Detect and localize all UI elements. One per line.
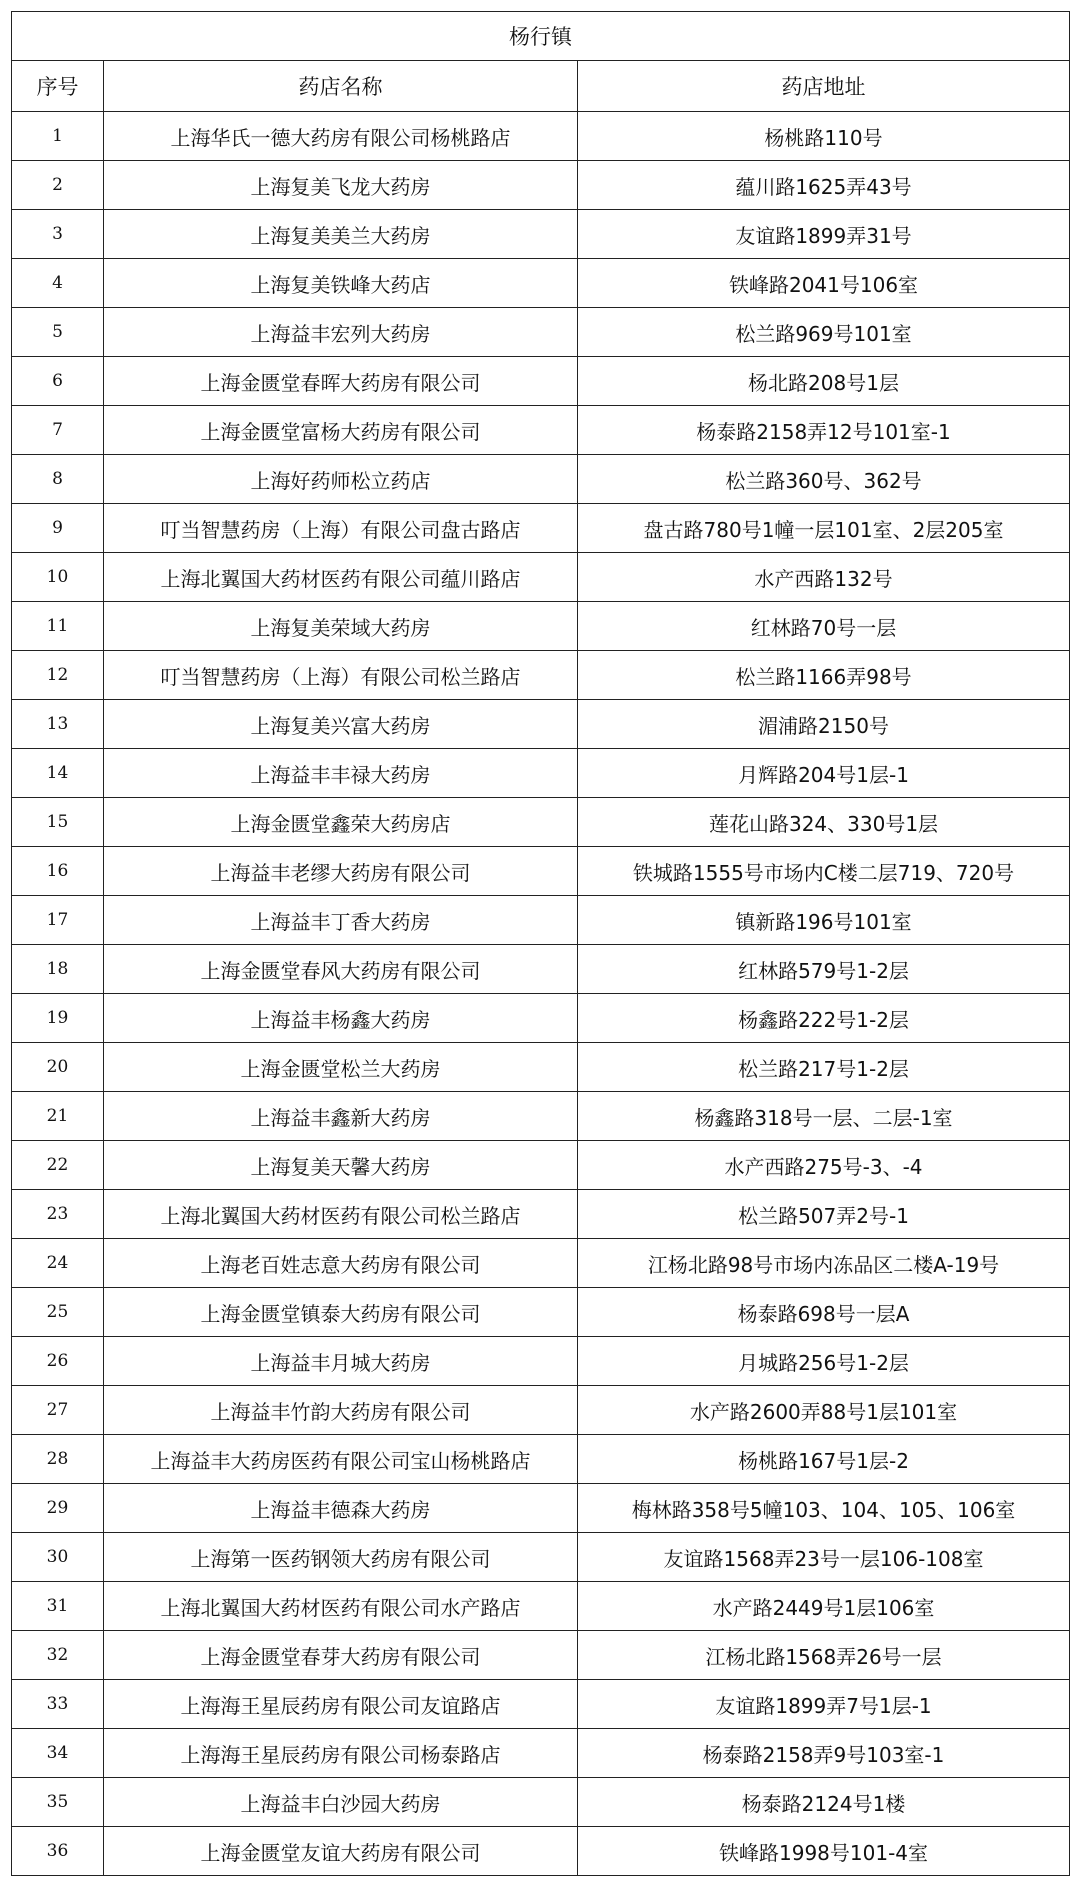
header-pharmacy-name: 药店名称	[104, 61, 578, 112]
pharmacy-address: 松兰路360号、362号	[578, 455, 1070, 504]
table-row	[12, 945, 1070, 994]
row-number: 31	[12, 1582, 104, 1631]
pharmacy-name: 上海益丰月城大药房	[104, 1337, 578, 1386]
table-title-row	[12, 12, 1070, 61]
pharmacy-name: 上海北翼国大药材医药有限公司水产路店	[104, 1582, 578, 1631]
pharmacy-name: 上海北翼国大药材医药有限公司松兰路店	[104, 1190, 578, 1239]
pharmacy-name: 上海第一医药钢领大药房有限公司	[104, 1533, 578, 1582]
pharmacy-address: 友谊路1899弄7号1层-1	[578, 1680, 1070, 1729]
pharmacy-address: 杨桃路110号	[578, 112, 1070, 161]
row-number: 33	[12, 1680, 104, 1729]
pharmacy-name: 上海金匮堂春芽大药房有限公司	[104, 1631, 578, 1680]
pharmacy-name: 上海海王星辰药房有限公司友谊路店	[104, 1680, 578, 1729]
row-number: 6	[12, 357, 104, 406]
table-row	[12, 1435, 1070, 1484]
pharmacy-address: 铁峰路2041号106室	[578, 259, 1070, 308]
table-title: 杨行镇	[12, 12, 1070, 61]
row-number: 28	[12, 1435, 104, 1484]
pharmacy-name: 上海海王星辰药房有限公司杨泰路店	[104, 1729, 578, 1778]
row-number: 3	[12, 210, 104, 259]
row-number: 35	[12, 1778, 104, 1827]
row-number: 30	[12, 1533, 104, 1582]
pharmacy-name: 上海金匮堂鑫荣大药房店	[104, 798, 578, 847]
row-number: 29	[12, 1484, 104, 1533]
table-row	[12, 553, 1070, 602]
row-number: 19	[12, 994, 104, 1043]
row-number: 12	[12, 651, 104, 700]
pharmacy-name: 上海金匮堂镇泰大药房有限公司	[104, 1288, 578, 1337]
table-row	[12, 1827, 1070, 1876]
table-row	[12, 1729, 1070, 1778]
pharmacy-name: 上海复美飞龙大药房	[104, 161, 578, 210]
pharmacy-name: 上海益丰丰禄大药房	[104, 749, 578, 798]
row-number: 1	[12, 112, 104, 161]
row-number: 20	[12, 1043, 104, 1092]
table-row	[12, 1092, 1070, 1141]
pharmacy-address: 松兰路217号1-2层	[578, 1043, 1070, 1092]
header-pharmacy-address: 药店地址	[578, 61, 1070, 112]
row-number: 11	[12, 602, 104, 651]
row-number: 25	[12, 1288, 104, 1337]
pharmacy-address: 杨泰路2158弄12号101室-1	[578, 406, 1070, 455]
pharmacy-address: 铁峰路1998号101-4室	[578, 1827, 1070, 1876]
pharmacy-address: 镇新路196号101室	[578, 896, 1070, 945]
pharmacy-name: 上海北翼国大药材医药有限公司蕴川路店	[104, 553, 578, 602]
pharmacy-name: 上海益丰杨鑫大药房	[104, 994, 578, 1043]
pharmacy-name: 上海金匮堂富杨大药房有限公司	[104, 406, 578, 455]
pharmacy-address: 杨北路208号1层	[578, 357, 1070, 406]
pharmacy-address: 蕴川路1625弄43号	[578, 161, 1070, 210]
row-number: 26	[12, 1337, 104, 1386]
table-row	[12, 1386, 1070, 1435]
table-row	[12, 1680, 1070, 1729]
pharmacy-address: 水产西路132号	[578, 553, 1070, 602]
table-row	[12, 1288, 1070, 1337]
table-row	[12, 1631, 1070, 1680]
pharmacy-name: 上海复美铁峰大药店	[104, 259, 578, 308]
table-row	[12, 1582, 1070, 1631]
row-number: 14	[12, 749, 104, 798]
pharmacy-name: 叮当智慧药房（上海）有限公司松兰路店	[104, 651, 578, 700]
row-number: 8	[12, 455, 104, 504]
pharmacy-table	[11, 11, 1070, 1876]
table-row	[12, 1239, 1070, 1288]
table-row	[12, 700, 1070, 749]
row-number: 23	[12, 1190, 104, 1239]
pharmacy-name: 上海复美荣域大药房	[104, 602, 578, 651]
pharmacy-address: 月辉路204号1层-1	[578, 749, 1070, 798]
table-row	[12, 504, 1070, 553]
table-row	[12, 1337, 1070, 1386]
table-row	[12, 357, 1070, 406]
pharmacy-name: 上海华氏一德大药房有限公司杨桃路店	[104, 112, 578, 161]
pharmacy-name: 上海复美兴富大药房	[104, 700, 578, 749]
table-row	[12, 847, 1070, 896]
pharmacy-name: 上海益丰老缪大药房有限公司	[104, 847, 578, 896]
pharmacy-name: 上海金匮堂友谊大药房有限公司	[104, 1827, 578, 1876]
pharmacy-address: 月城路256号1-2层	[578, 1337, 1070, 1386]
pharmacy-address: 杨鑫路318号一层、二层-1室	[578, 1092, 1070, 1141]
pharmacy-address: 杨泰路698号一层A	[578, 1288, 1070, 1337]
pharmacy-name: 叮当智慧药房（上海）有限公司盘古路店	[104, 504, 578, 553]
row-number: 34	[12, 1729, 104, 1778]
pharmacy-name: 上海益丰鑫新大药房	[104, 1092, 578, 1141]
pharmacy-address: 水产路2600弄88号1层101室	[578, 1386, 1070, 1435]
table-row	[12, 1778, 1070, 1827]
row-number: 13	[12, 700, 104, 749]
pharmacy-name: 上海金匮堂春晖大药房有限公司	[104, 357, 578, 406]
row-number: 4	[12, 259, 104, 308]
row-number: 32	[12, 1631, 104, 1680]
row-number: 27	[12, 1386, 104, 1435]
pharmacy-name: 上海益丰丁香大药房	[104, 896, 578, 945]
pharmacy-address: 友谊路1899弄31号	[578, 210, 1070, 259]
row-number: 2	[12, 161, 104, 210]
pharmacy-address: 松兰路507弄2号-1	[578, 1190, 1070, 1239]
table-header-row	[12, 61, 1070, 112]
pharmacy-name: 上海老百姓志意大药房有限公司	[104, 1239, 578, 1288]
table-row	[12, 1484, 1070, 1533]
row-number: 18	[12, 945, 104, 994]
table-row	[12, 455, 1070, 504]
pharmacy-address: 莲花山路324、330号1层	[578, 798, 1070, 847]
pharmacy-name: 上海好药师松立药店	[104, 455, 578, 504]
pharmacy-address: 杨鑫路222号1-2层	[578, 994, 1070, 1043]
table-row	[12, 798, 1070, 847]
row-number: 5	[12, 308, 104, 357]
pharmacy-name: 上海复美美兰大药房	[104, 210, 578, 259]
row-number: 16	[12, 847, 104, 896]
row-number: 36	[12, 1827, 104, 1876]
pharmacy-address: 梅林路358号5幢103、104、105、106室	[578, 1484, 1070, 1533]
pharmacy-name: 上海益丰宏列大药房	[104, 308, 578, 357]
row-number: 10	[12, 553, 104, 602]
pharmacy-name: 上海益丰白沙园大药房	[104, 1778, 578, 1827]
pharmacy-address: 红林路70号一层	[578, 602, 1070, 651]
pharmacy-name: 上海益丰德森大药房	[104, 1484, 578, 1533]
pharmacy-name: 上海复美天馨大药房	[104, 1141, 578, 1190]
pharmacy-address: 江杨北路1568弄26号一层	[578, 1631, 1070, 1680]
pharmacy-address: 松兰路1166弄98号	[578, 651, 1070, 700]
table-row	[12, 651, 1070, 700]
table-row	[12, 602, 1070, 651]
pharmacy-address: 杨泰路2124号1楼	[578, 1778, 1070, 1827]
table-row	[12, 896, 1070, 945]
pharmacy-address: 友谊路1568弄23号一层106-108室	[578, 1533, 1070, 1582]
table-row	[12, 749, 1070, 798]
table-row	[12, 112, 1070, 161]
table-row	[12, 1043, 1070, 1092]
pharmacy-address: 松兰路969号101室	[578, 308, 1070, 357]
table-row	[12, 161, 1070, 210]
header-index: 序号	[12, 61, 104, 112]
table-row	[12, 1141, 1070, 1190]
row-number: 17	[12, 896, 104, 945]
pharmacy-name: 上海益丰竹韵大药房有限公司	[104, 1386, 578, 1435]
table-row	[12, 259, 1070, 308]
pharmacy-address: 江杨北路98号市场内冻品区二楼A-19号	[578, 1239, 1070, 1288]
row-number: 15	[12, 798, 104, 847]
table-row	[12, 1533, 1070, 1582]
table-row	[12, 406, 1070, 455]
pharmacy-address: 杨泰路2158弄9号103室-1	[578, 1729, 1070, 1778]
row-number: 21	[12, 1092, 104, 1141]
pharmacy-address: 红林路579号1-2层	[578, 945, 1070, 994]
table-row	[12, 994, 1070, 1043]
pharmacy-address: 杨桃路167号1层-2	[578, 1435, 1070, 1484]
table-body	[12, 112, 1070, 1876]
pharmacy-name: 上海金匮堂春风大药房有限公司	[104, 945, 578, 994]
table-row	[12, 1190, 1070, 1239]
row-number: 24	[12, 1239, 104, 1288]
pharmacy-address: 湄浦路2150号	[578, 700, 1070, 749]
row-number: 7	[12, 406, 104, 455]
table-row	[12, 308, 1070, 357]
pharmacy-name: 上海金匮堂松兰大药房	[104, 1043, 578, 1092]
row-number: 9	[12, 504, 104, 553]
row-number: 22	[12, 1141, 104, 1190]
pharmacy-address: 铁城路1555号市场内C楼二层719、720号	[578, 847, 1070, 896]
pharmacy-address: 水产路2449号1层106室	[578, 1582, 1070, 1631]
table-row	[12, 210, 1070, 259]
pharmacy-name: 上海益丰大药房医药有限公司宝山杨桃路店	[104, 1435, 578, 1484]
pharmacy-address: 水产西路275号-3、-4	[578, 1141, 1070, 1190]
pharmacy-address: 盘古路780号1幢一层101室、2层205室	[578, 504, 1070, 553]
